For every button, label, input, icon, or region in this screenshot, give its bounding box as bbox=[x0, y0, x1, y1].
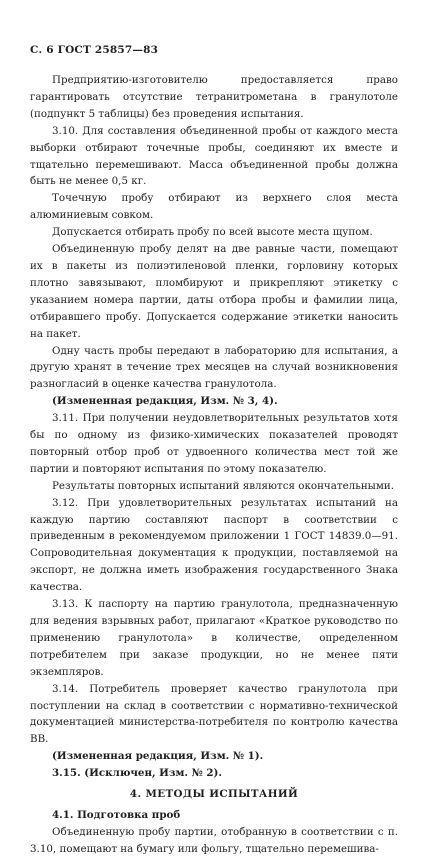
revision-note-3-4: (Измененная редакция, Изм. № 3, 4). bbox=[52, 395, 278, 408]
paragraph-3-15: 3.15. (Исключен, Изм. № 2). bbox=[52, 767, 222, 780]
paragraph-4-1-text: Объединенную пробу партии, отобранную в соответствии с п. 3.10, помещают на бумагу или фольгу, тщательно перемешива- bbox=[30, 825, 398, 855]
paragraph-final-results: Результаты повторных испытаний являются окончательными. bbox=[52, 479, 395, 492]
revision-note-1: (Измененная редакция, Изм. № 1). bbox=[52, 750, 264, 763]
document-page bbox=[26, 0, 406, 855]
paragraph-3-10: 3.10. Для составления объединенной пробы от каждого места выборки отбирают точечные пробы, соединяют их вместе и тщательно перемешивают. Масса объединенной пробы должна быть не менее 0,5 кг. bbox=[30, 124, 398, 188]
paragraph-3-14: 3.14. Потребитель проверяет качество гранулотола при поступлении на склад в соответствии с нормативно-технической документацией министерства-потребителя по контролю качества ВВ. bbox=[30, 682, 398, 746]
document-body bbox=[30, 72, 398, 858]
paragraph-point-sample: Точечную пробу отбирают из верхнего слоя места алюминиевым совком. bbox=[30, 192, 398, 222]
paragraph-manufacturer-right: Предприятию-изготовителю предоставляется право гарантировать отсутствие тетранитрометана в гранулотоле (подпункт 5 таблицы) без проведения испытания. bbox=[30, 74, 398, 120]
paragraph-3-13: 3.13. К паспорту на партию гранулотола, предназначенную для ведения взрывных работ, прилагают «Краткое руководство по применению гранулотола» в количестве, определенном потребителем при заказе продукции, но не менее пяти экземпляров. bbox=[30, 598, 398, 678]
page-header: С. 6 ГОСТ 25857—83 bbox=[30, 44, 159, 56]
section-heading-test-methods: 4. МЕТОДЫ ИСПЫТАНИЙ bbox=[129, 788, 299, 801]
paragraph-3-11: 3.11. При получении неудовлетворительных результатов хотя бы по одному из физико-химических показателей проводят повторный отбор проб от удвоенного количества мест той же партии и повторяют испытания по этому показателю. bbox=[30, 412, 398, 475]
paragraph-probe-sampling: Допускается отбирать пробу по всей высоте места щупом. bbox=[52, 226, 373, 239]
subsection-heading-4-1: 4.1. Подготовка проб bbox=[52, 808, 181, 821]
paragraph-3-12: 3.12. При удовлетворительных результатах испытаний на каждую партию составляют паспорт в соответствии с приведенным в рекомендуемом приложении 1 ГОСТ 14839.0—91. Сопроводительная документация к продукции, поставляемой на экспорт, не должна иметь изображения государственного Знака качества. bbox=[30, 496, 398, 594]
paragraph-sample-division: Объединенную пробу делят на две равные части, помещают их в пакеты из полиэтиленовой пленки, горловину которых плотно завязывают, пломбируют и прикрепляют этикетку с указанием номера партии, даты отбора пробы и фамилии лица, отбиравшего пробу. Допускается содержание этикетки наносить на пакет. bbox=[30, 243, 398, 340]
paragraph-sample-storage: Одну часть пробы передают в лабораторию для испытания, а другую хранят в течение трех месяцев на случай возникновения разногласий в оценке качества гранулотола. bbox=[30, 344, 398, 391]
